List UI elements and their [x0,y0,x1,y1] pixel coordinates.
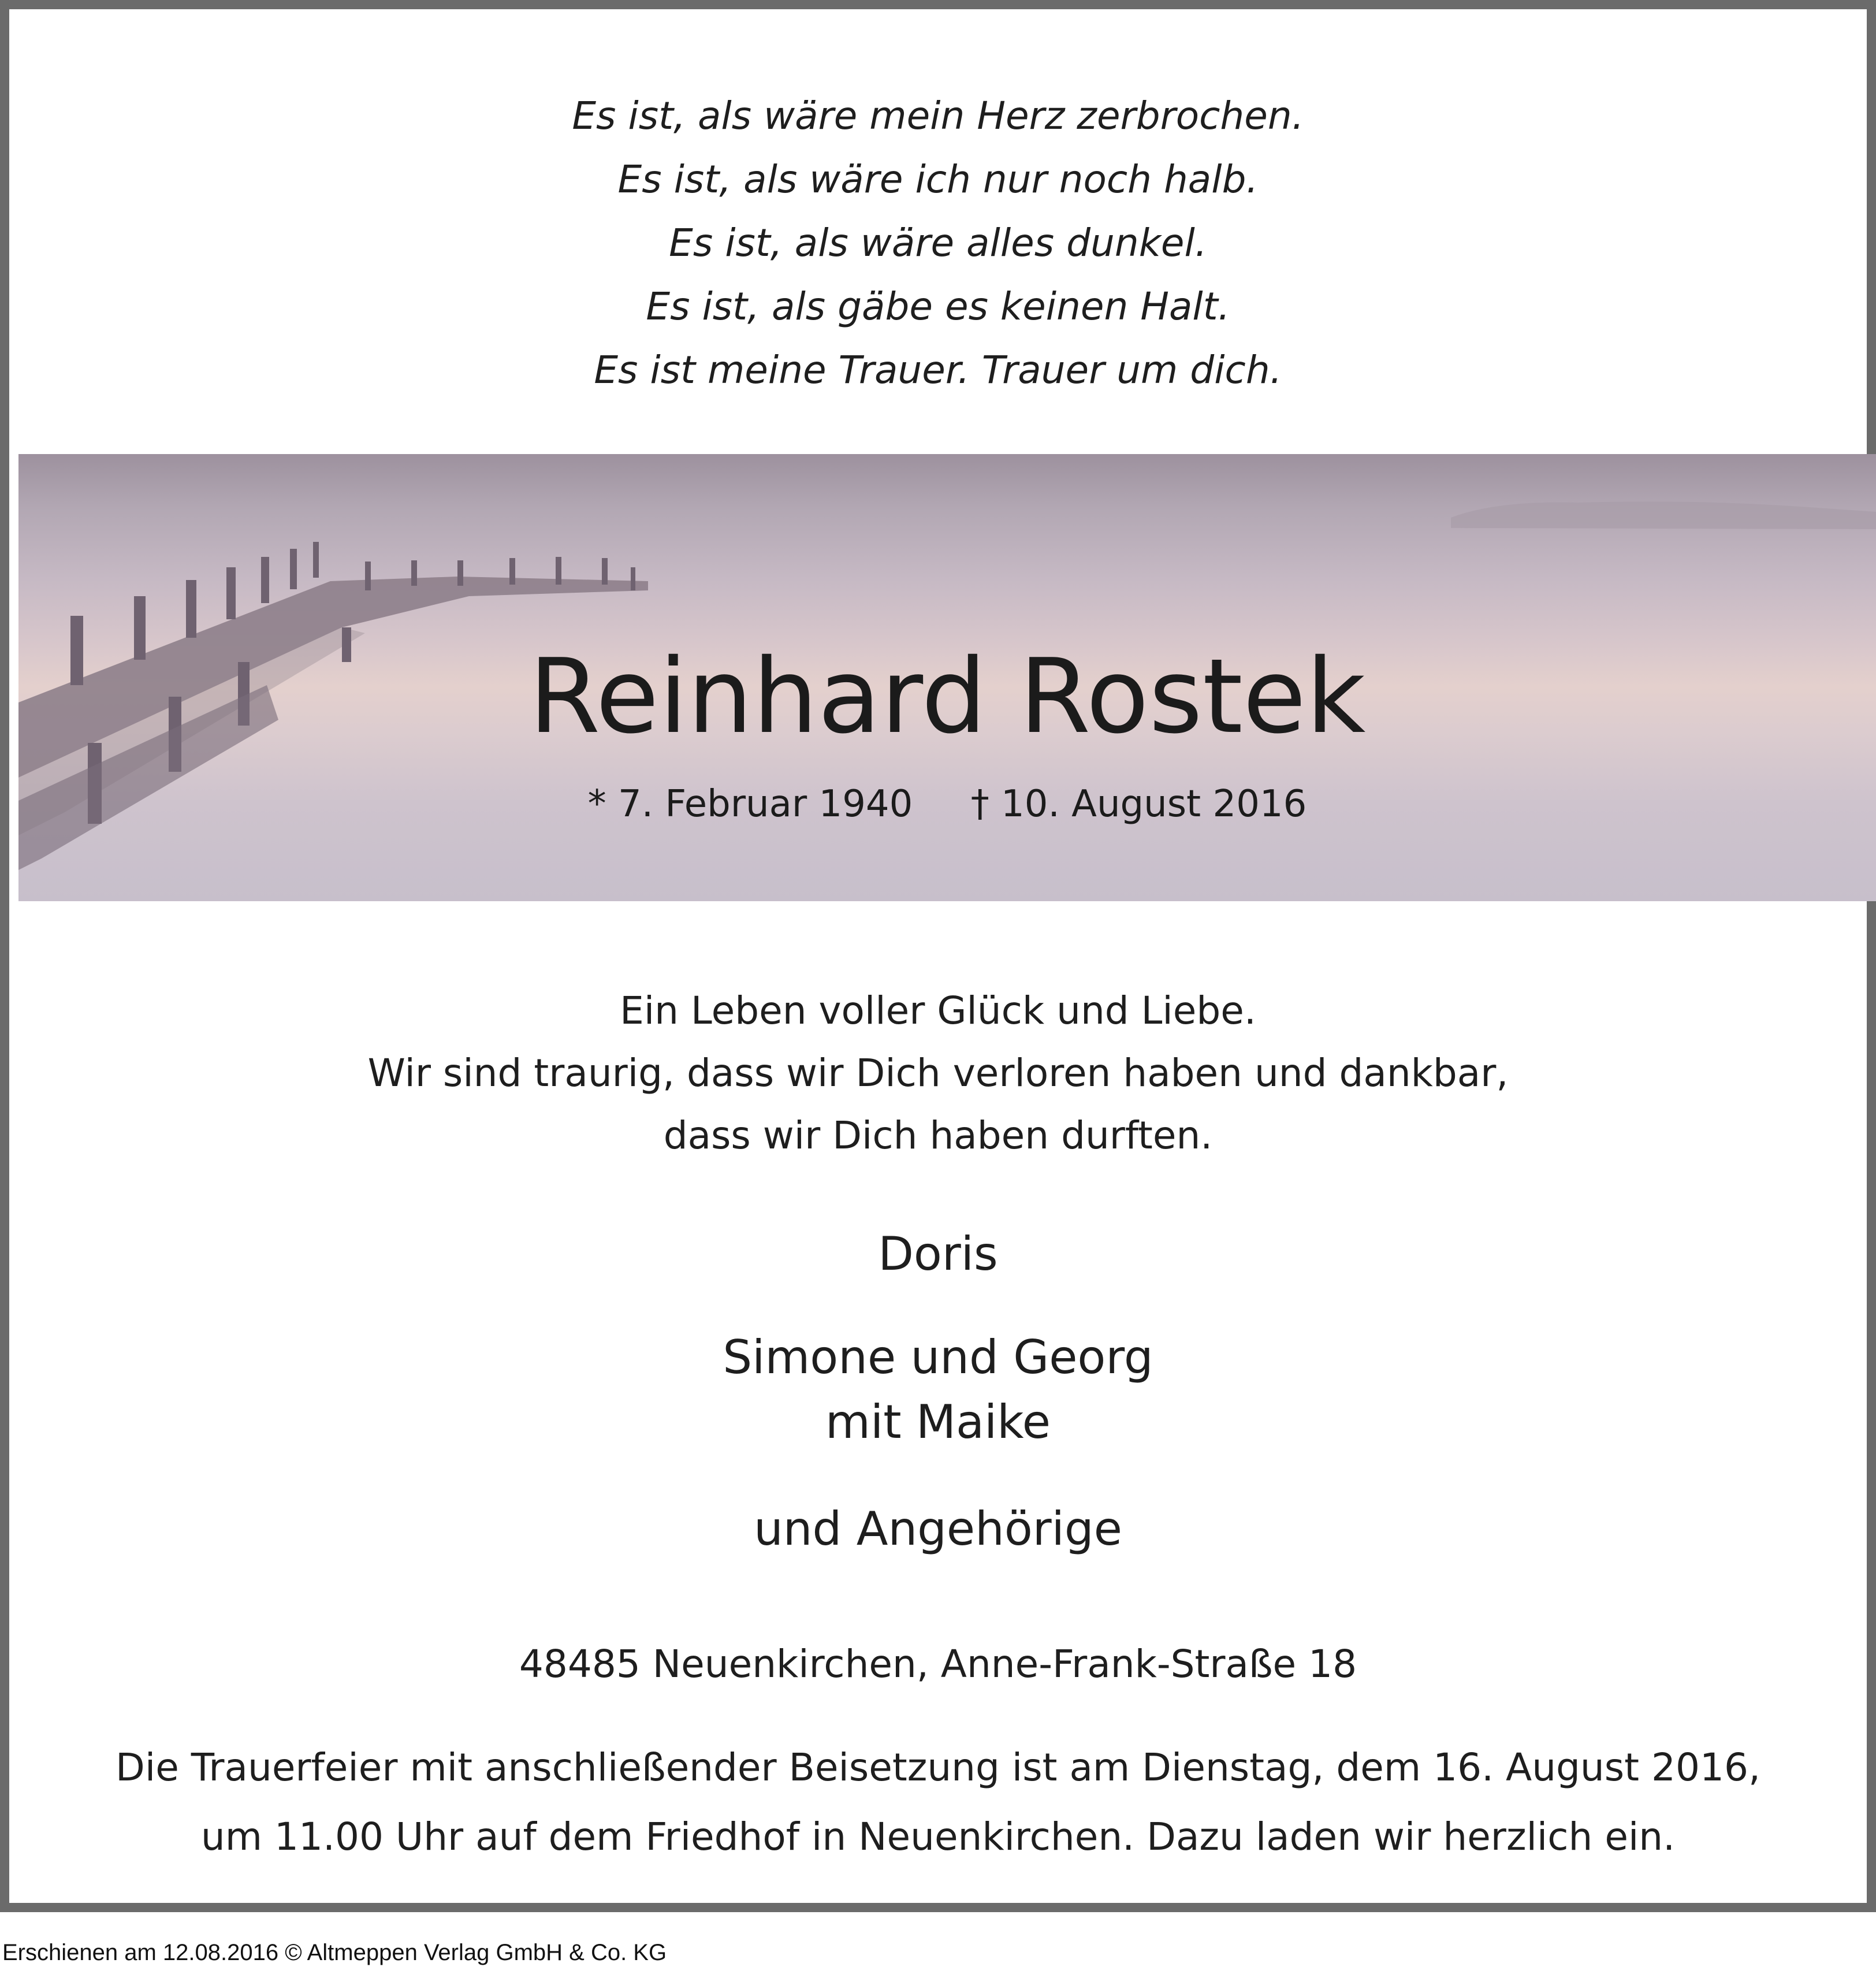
deceased-name: Reinhard Rostek [528,637,1366,756]
distant-island [1451,501,1876,529]
mourner-doris: Doris [878,1227,998,1281]
ceremony-line: um 11.00 Uhr auf dem Friedhof in Neuenkirchen. Dazu laden wir herzlich ein. [200,1815,1676,1859]
poem-line: Es ist, als gäbe es keinen Halt. [646,284,1230,329]
birth-date: * 7. Februar 1940 [587,783,913,826]
mourner-relatives: und Angehörige [754,1502,1122,1556]
poem-line: Es ist, als wäre ich nur noch halb. [617,157,1259,202]
death-date: † 10. August 2016 [970,783,1307,826]
poem-line: Es ist, als wäre alles dunkel. [669,221,1207,265]
tribute-line: Wir sind traurig, dass wir Dich verloren haben und dankbar, [367,1051,1509,1095]
poem-line: Es ist meine Trauer. Trauer um dich. [594,348,1282,392]
poem-line: Es ist, als wäre mein Herz zerbrochen. [572,94,1304,138]
life-dates [18,781,1876,827]
tribute-line: Ein Leben voller Glück und Liebe. [620,988,1256,1033]
tribute-text [9,980,1867,1167]
lake-jetty-banner [18,454,1876,901]
publication-footer: Erschienen am 12.08.2016 © Altmeppen Verlag GmbH & Co. KG [2,1940,667,1965]
funeral-ceremony-info [9,1733,1867,1872]
poem [9,84,1867,402]
ceremony-line: Die Trauerfeier mit anschließender Beisetzung ist am Dienstag, dem 16. August 2016, [116,1745,1760,1790]
family-address: 48485 Neuenkirchen, Anne-Frank-Straße 18 [519,1642,1357,1686]
mourner-family [9,1325,1867,1455]
mourner-line: Simone und Georg [723,1330,1153,1384]
tribute-line: dass wir Dich haben durften. [663,1113,1213,1158]
mourner-line: mit Maike [825,1395,1051,1449]
